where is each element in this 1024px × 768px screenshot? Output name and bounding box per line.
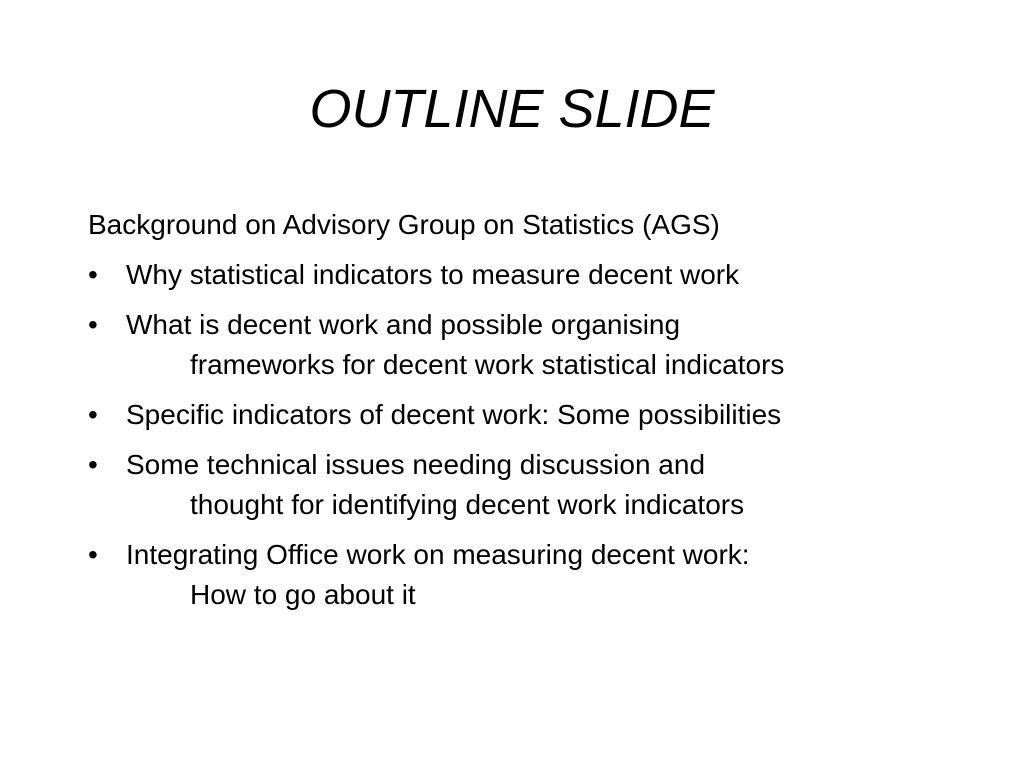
bullet-text: Integrating Office work on measuring decent work: <box>126 539 750 570</box>
bullet-text-continuation: frameworks for decent work statistical indicators <box>190 349 785 380</box>
bullet-icon: • <box>88 539 98 570</box>
bullet-item <box>88 445 968 525</box>
bullet-icon: • <box>88 449 98 480</box>
bullet-text: Why statistical indicators to measure decent work <box>126 259 740 290</box>
slide-body <box>88 205 968 625</box>
bullet-icon: • <box>88 399 98 430</box>
bullet-icon: • <box>88 309 98 340</box>
bullet-text: Some technical issues needing discussion and <box>126 449 706 480</box>
bullet-item <box>88 535 968 615</box>
bullet-text-continuation: How to go about it <box>190 579 416 610</box>
bullet-text-continuation: thought for identifying decent work indicators <box>190 489 745 520</box>
intro-line: Background on Advisory Group on Statistics (AGS) <box>88 209 720 240</box>
bullet-item <box>88 305 968 385</box>
bullet-list <box>88 255 968 615</box>
bullet-text: Specific indicators of decent work: Some possibilities <box>126 399 782 430</box>
bullet-text: What is decent work and possible organising <box>126 309 681 340</box>
slide-title: OUTLINE SLIDE <box>309 79 715 139</box>
bullet-item <box>88 395 968 435</box>
bullet-icon: • <box>88 259 98 290</box>
bullet-item <box>88 255 968 295</box>
